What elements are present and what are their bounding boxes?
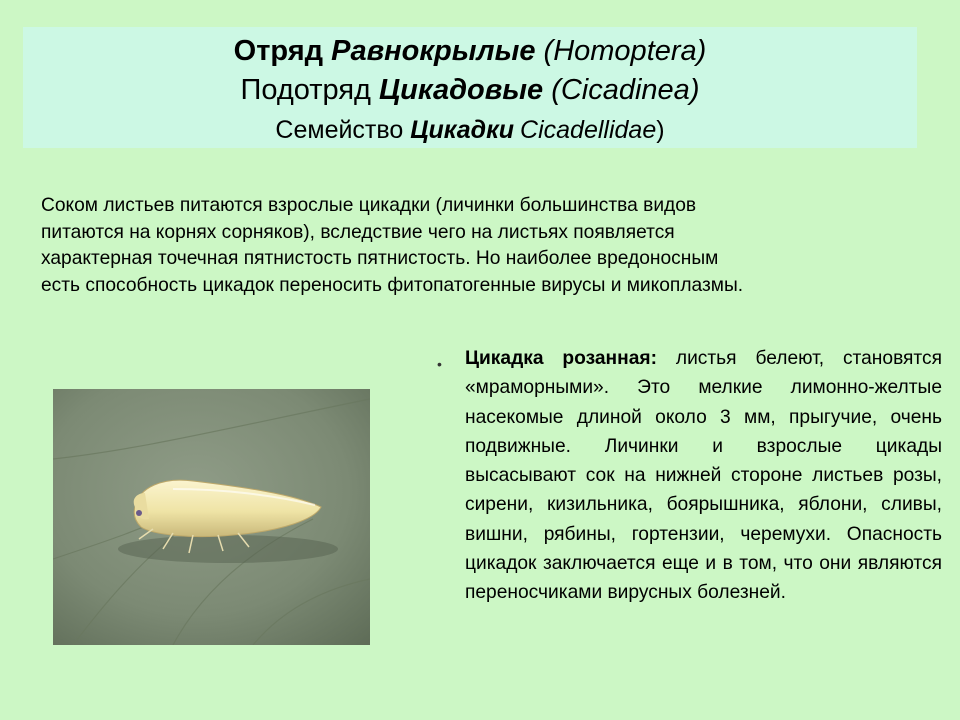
insect-shadow [118,535,338,563]
title-family-latin: Cicadellidae [520,116,657,144]
title-family-name: Цикадки [410,116,515,144]
intro-line: питаются на корнях сорняков), вследствие чего на листьях появляется [41,221,675,243]
title-suborder-label: Подотряд [240,74,371,106]
title-order-label: Отряд [233,35,324,67]
intro-line: Соком листьев питаются взрослые цикадки (личинки большинства видов [41,195,697,216]
intro-line: характерная точечная пятнистость пятнистость. Но наиболее вредоносным [41,248,719,269]
title-line-order [23,33,917,69]
title-family-paren: ) [656,116,665,144]
bullet-icon: • [437,356,442,372]
bullet-text: листья белеют, становятся «мраморными». Это мелкие лимонно-желтые насекомые длиной около 3 мм, прыгучие, очень подвижные. Личинки и взрослые цикады высасывают сок на нижней стороне листьев розы, сирени, кизильника, боярышника, яблони, сливы, вишни, рябины, гортензии, черемухи. Опасность цикадок заключается еще и в том, что они являются переносчиками вирусных болезней. [465,348,942,604]
intro-line: есть способность цикадок переносить фитопатогенные вирусы и микоплазмы. [41,274,744,296]
title-order-latin: (Homoptera) [543,35,707,67]
leafhopper-photo [53,389,370,645]
leafhopper-photo-svg [53,389,370,645]
bullet-paragraph [465,344,942,608]
title-suborder-latin: (Cicadinea) [551,74,700,106]
title-box [23,27,917,148]
title-order-name: Равнокрылые [331,35,536,67]
title-suborder-name: Цикадовые [379,74,544,106]
intro-paragraph [41,193,921,299]
bullet-lead: Цикадка розанная: [465,348,657,369]
title-family-label: Семейство [275,116,404,144]
title-line-suborder [23,72,917,108]
title-line-family [23,114,917,146]
